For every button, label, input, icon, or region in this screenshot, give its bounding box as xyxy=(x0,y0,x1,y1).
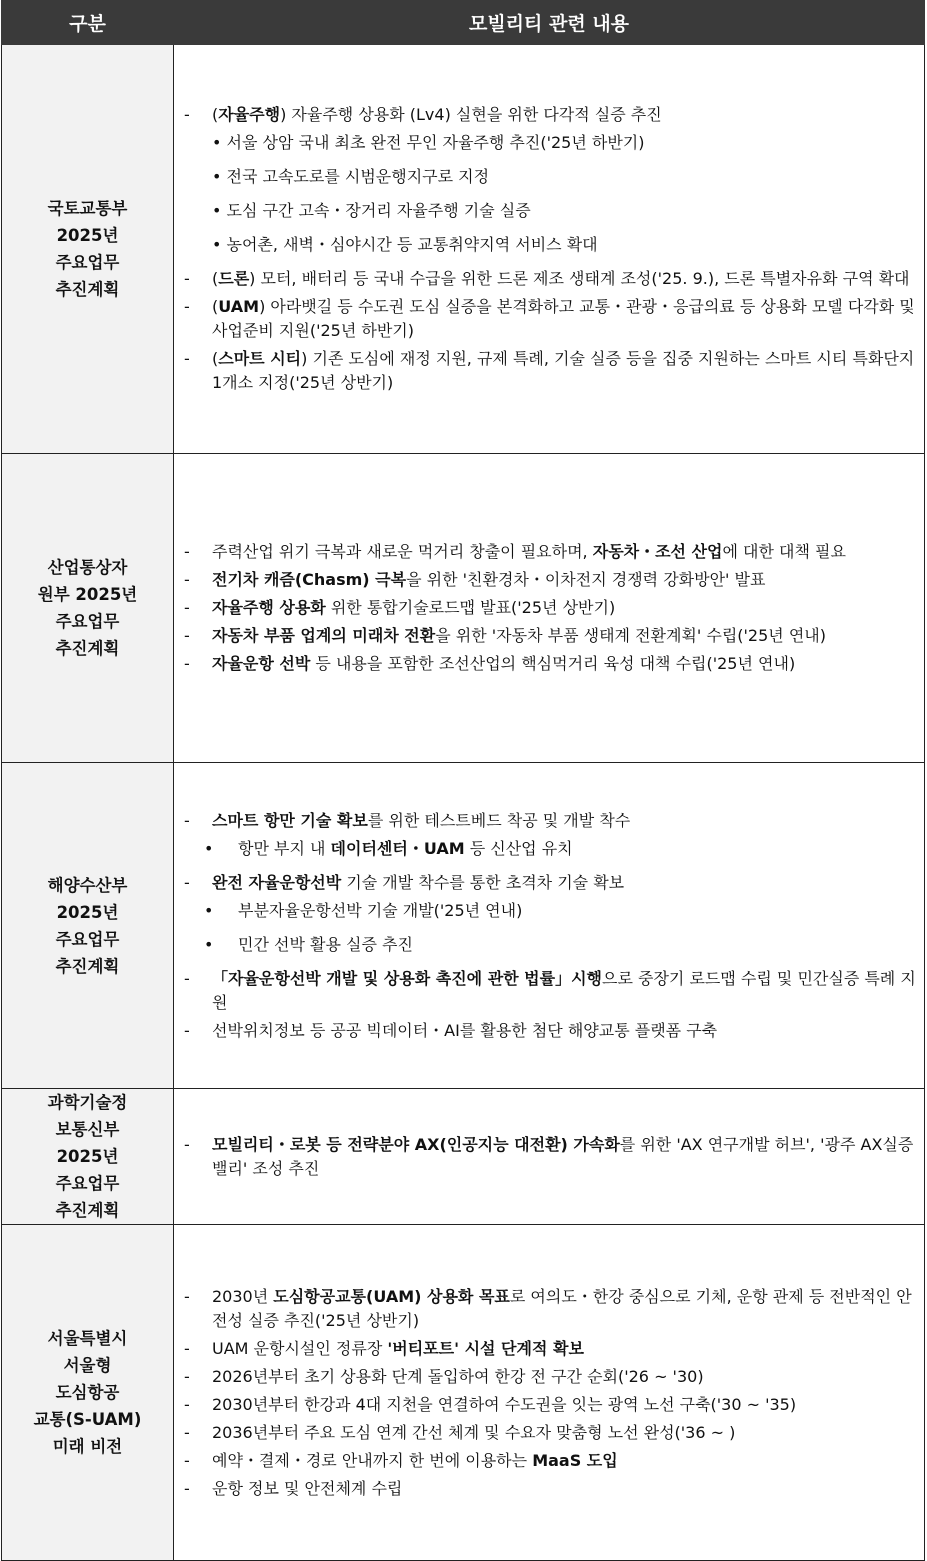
category-line: 추진계획 xyxy=(55,280,120,299)
category-line: 추진계획 xyxy=(55,1201,120,1220)
item-text xyxy=(212,596,918,620)
row-content xyxy=(174,1225,925,1561)
list-item xyxy=(184,1133,918,1181)
sub-item: • 전국 고속도로를 시범운행지구로 지정 xyxy=(212,167,490,186)
item-text xyxy=(212,1477,918,1501)
text-segment: ( xyxy=(212,349,219,368)
text-segment: 을 위한 '친환경차・이차전지 경쟁력 강화방안' 발표 xyxy=(406,570,766,589)
dash-icon: - xyxy=(184,810,190,830)
text-segment: 민간 선박 활용 실증 추진 xyxy=(238,934,413,954)
item-text xyxy=(212,103,918,127)
item-text xyxy=(212,1365,918,1389)
category-line: 추진계획 xyxy=(55,639,120,658)
row-content xyxy=(174,1089,925,1225)
header-row xyxy=(2,1,925,45)
list-item xyxy=(184,1285,918,1333)
item-text xyxy=(212,267,918,291)
list-item xyxy=(184,1393,918,1417)
item-text xyxy=(212,652,918,676)
text-segment: 를 위한 'AX 연구개발 허브', '광주 AX실증 밸리' 조성 추진 xyxy=(212,1134,914,1178)
dash-icon: - xyxy=(184,626,190,645)
dash-icon: - xyxy=(184,1338,190,1358)
item-text xyxy=(212,1449,918,1473)
item-text xyxy=(238,837,918,861)
bold-text: 자동차・조선 산업 xyxy=(592,542,723,561)
text-segment: 에 대한 대책 필요 xyxy=(722,542,846,561)
item-text xyxy=(212,540,918,564)
table-row xyxy=(2,763,925,1089)
bold-text: 스마트 항만 기술 확보 xyxy=(212,810,368,830)
row-content xyxy=(174,763,925,1089)
text-segment: 2036년부터 주요 도심 연계 간선 체계 및 수요자 맞춤형 노선 완성('36 ~ ) xyxy=(212,1422,736,1442)
category-line: 주요업무 xyxy=(55,1174,120,1193)
list-item xyxy=(184,1477,918,1501)
row-category xyxy=(2,45,174,454)
text-segment: ( xyxy=(212,105,219,124)
list-item xyxy=(184,1365,918,1389)
dash-icon: - xyxy=(184,598,190,617)
list-item xyxy=(184,1019,918,1043)
category-line: 주요업무 xyxy=(55,929,120,949)
dash-icon: - xyxy=(184,1134,190,1154)
text-segment: 로 여의도・한강 중심으로 기체, 운항 관제 등 전반적인 안전성 실증 추진('25년 상반기) xyxy=(212,1286,912,1330)
text-segment: 주력산업 위기 극복과 새로운 먹거리 창출이 필요하며, xyxy=(212,542,593,561)
category-line: 주요업무 xyxy=(55,612,120,631)
text-segment: 위한 통합기술로드맵 발표('25년 상반기) xyxy=(325,598,616,617)
list-item xyxy=(184,347,918,395)
list-item xyxy=(184,809,918,833)
text-segment: 부분자율운항선박 기술 개발('25년 연내) xyxy=(238,900,523,920)
bold-text: 자율운항 선박 xyxy=(212,654,311,673)
list-item xyxy=(184,1337,918,1361)
dash-icon: - xyxy=(184,1366,190,1386)
bold-text: 모빌리티・로봇 등 전략분야 AX(인공지능 대전환) 가속화 xyxy=(212,1134,620,1154)
row-category xyxy=(2,1225,174,1561)
list-item xyxy=(184,1449,918,1473)
bullet-icon: • xyxy=(204,900,214,920)
bullet-item xyxy=(184,933,918,957)
item-text xyxy=(212,967,918,1015)
bold-text: 「자율운항선박 개발 및 상용화 촉진에 관한 법률」시행 xyxy=(212,968,602,988)
text-segment: ( xyxy=(212,269,219,288)
sub-item: • 도심 구간 고속・장거리 자율주행 기술 실증 xyxy=(212,201,531,220)
item-text xyxy=(212,568,918,592)
category-line: 해양수산부 xyxy=(47,875,128,895)
bold-text: 도심항공교통(UAM) 상용화 목표 xyxy=(273,1286,510,1306)
bullet-item xyxy=(184,837,918,861)
dash-icon: - xyxy=(184,1286,190,1306)
list-item xyxy=(184,596,918,620)
text-segment: 으로 중장기 로드맵 수립 및 민간실증 특례 지원 xyxy=(212,968,916,1012)
category-line: 추진계획 xyxy=(55,956,120,976)
text-segment: ) 자율주행 상용화 (Lv4) 실현을 위한 다각적 실증 추진 xyxy=(280,105,662,124)
item-text xyxy=(212,871,918,895)
text-segment: 기술 개발 착수를 통한 초격차 기술 확보 xyxy=(341,872,625,892)
list-item xyxy=(184,652,918,676)
item-text xyxy=(212,1421,918,1445)
dash-icon: - xyxy=(184,542,190,561)
item-text xyxy=(212,1285,918,1333)
table-row xyxy=(2,454,925,763)
dash-icon: - xyxy=(184,105,190,124)
header-category: 구분 xyxy=(2,1,174,45)
dash-icon: - xyxy=(184,968,190,988)
text-segment: ( xyxy=(212,297,219,316)
dash-icon: - xyxy=(184,1450,190,1470)
bold-text: MaaS 도입 xyxy=(532,1450,618,1470)
item-text xyxy=(212,624,918,648)
item-text xyxy=(238,933,918,957)
bold-text: 스마트 시티 xyxy=(218,349,302,368)
category-line: 미래 비전 xyxy=(52,1437,123,1456)
bold-text: 전기차 캐즘(Chasm) 극복 xyxy=(212,570,407,589)
item-text xyxy=(212,809,918,833)
category-line: 2025년 xyxy=(56,226,119,245)
category-line: 2025년 xyxy=(56,1147,119,1166)
text-segment: 2030년부터 한강과 4대 지천을 연결하여 수도권을 잇는 광역 노선 구축('30 ~ '35) xyxy=(212,1394,797,1414)
item-text xyxy=(212,295,918,343)
item-text xyxy=(212,1133,918,1181)
table-row xyxy=(2,1225,925,1561)
row-category xyxy=(2,763,174,1089)
bold-text: 자율주행 xyxy=(218,105,281,124)
category-line: 교통(S-UAM) xyxy=(33,1410,142,1429)
dash-icon: - xyxy=(184,349,190,368)
bold-text: 자율주행 상용화 xyxy=(212,598,326,617)
text-segment: 를 위한 테스트베드 착공 및 개발 착수 xyxy=(367,810,631,830)
text-segment: ) 모터, 배터리 등 국내 수급을 위한 드론 제조 생태계 조성('25. 9.), 드론 특별자유화 구역 확대 xyxy=(249,269,910,288)
text-segment: 등 내용을 포함한 조선산업의 핵심먹거리 육성 대책 수립('25년 연내) xyxy=(310,654,796,673)
category-line: 원부 2025년 xyxy=(37,585,138,604)
bold-text: 데이터센터・UAM xyxy=(330,838,465,858)
category-line: 2025년 xyxy=(56,902,119,922)
item-text xyxy=(238,899,918,923)
text-segment: 등 신산업 유치 xyxy=(464,838,573,858)
dash-icon: - xyxy=(184,269,190,288)
dash-icon: - xyxy=(184,570,190,589)
text-segment: 2030년 xyxy=(212,1286,274,1306)
header-content: 모빌리티 관련 내용 xyxy=(174,1,925,45)
text-segment: 2026년부터 초기 상용화 단계 돌입하여 한강 전 구간 순회('26 ~ '30) xyxy=(212,1366,704,1386)
category-line: 주요업무 xyxy=(55,253,120,272)
row-category xyxy=(2,454,174,763)
list-item xyxy=(184,568,918,592)
list-item xyxy=(184,1421,918,1445)
list-item xyxy=(184,540,918,564)
bold-text: 자동차 부품 업계의 미래차 전환 xyxy=(212,626,436,645)
bullet-item xyxy=(184,899,918,923)
table-row xyxy=(2,1089,925,1225)
sub-item: • 서울 상암 국내 최초 완전 무인 자율주행 추진('25년 하반기) xyxy=(212,133,645,152)
dash-icon: - xyxy=(184,654,190,673)
list-item xyxy=(184,267,918,291)
text-segment: UAM 운항시설인 정류장 xyxy=(212,1338,388,1358)
category-line: 과학기술정 xyxy=(47,1093,128,1112)
item-text xyxy=(212,1337,918,1361)
item-text xyxy=(212,1019,918,1043)
dash-icon: - xyxy=(184,872,190,892)
text-segment: 항만 부지 내 xyxy=(238,838,331,858)
category-line: 산업통상자 xyxy=(47,558,128,577)
row-content xyxy=(174,45,925,454)
category-line: 도심항공 xyxy=(55,1383,120,1402)
bold-text: 드론 xyxy=(218,269,250,288)
sub-item: • 농어촌, 새벽・심야시간 등 교통취약지역 서비스 확대 xyxy=(212,235,598,254)
text-segment: 운항 정보 및 안전체계 수립 xyxy=(212,1478,403,1498)
category-line: 보통신부 xyxy=(55,1120,120,1139)
list-item xyxy=(184,967,918,1015)
text-segment: ) 아라뱃길 등 수도권 도심 실증을 본격화하고 교통・관광・응급의료 등 상용화 모델 다각화 및 사업준비 지원('25년 하반기) xyxy=(212,297,915,340)
category-line: 국토교통부 xyxy=(47,199,128,218)
list-item xyxy=(184,295,918,343)
row-content xyxy=(174,454,925,763)
list-item xyxy=(184,624,918,648)
category-line: 서울형 xyxy=(63,1356,112,1375)
category-line: 서울특별시 xyxy=(47,1329,128,1348)
policy-table xyxy=(1,0,925,1561)
dash-icon: - xyxy=(184,1478,190,1498)
bold-text: '버티포트' 시설 단계적 확보 xyxy=(387,1338,584,1358)
item-text xyxy=(212,347,918,395)
bold-text: 완전 자율운항선박 xyxy=(212,872,342,892)
text-segment: 선박위치정보 등 공공 빅데이터・AI를 활용한 첨단 해양교통 플랫폼 구축 xyxy=(212,1020,718,1040)
dash-icon: - xyxy=(184,1020,190,1040)
list-item xyxy=(184,103,918,127)
list-item xyxy=(184,871,918,895)
bullet-icon: • xyxy=(204,934,214,954)
dash-icon: - xyxy=(184,1394,190,1414)
table-row xyxy=(2,45,925,454)
dash-icon: - xyxy=(184,1422,190,1442)
row-category xyxy=(2,1089,174,1225)
text-segment: 을 위한 '자동차 부품 생태계 전환계획' 수립('25년 연내) xyxy=(435,626,826,645)
text-segment: ) 기존 도심에 재정 지원, 규제 특례, 기술 실증 등을 집중 지원하는 스마트 시티 특화단지 1개소 지정('25년 상반기) xyxy=(212,349,915,392)
item-text xyxy=(212,1393,918,1417)
text-segment: 예약・결제・경로 안내까지 한 번에 이용하는 xyxy=(212,1450,533,1470)
bold-text: UAM xyxy=(218,297,260,316)
bullet-icon: • xyxy=(204,838,214,858)
dash-icon: - xyxy=(184,297,190,316)
